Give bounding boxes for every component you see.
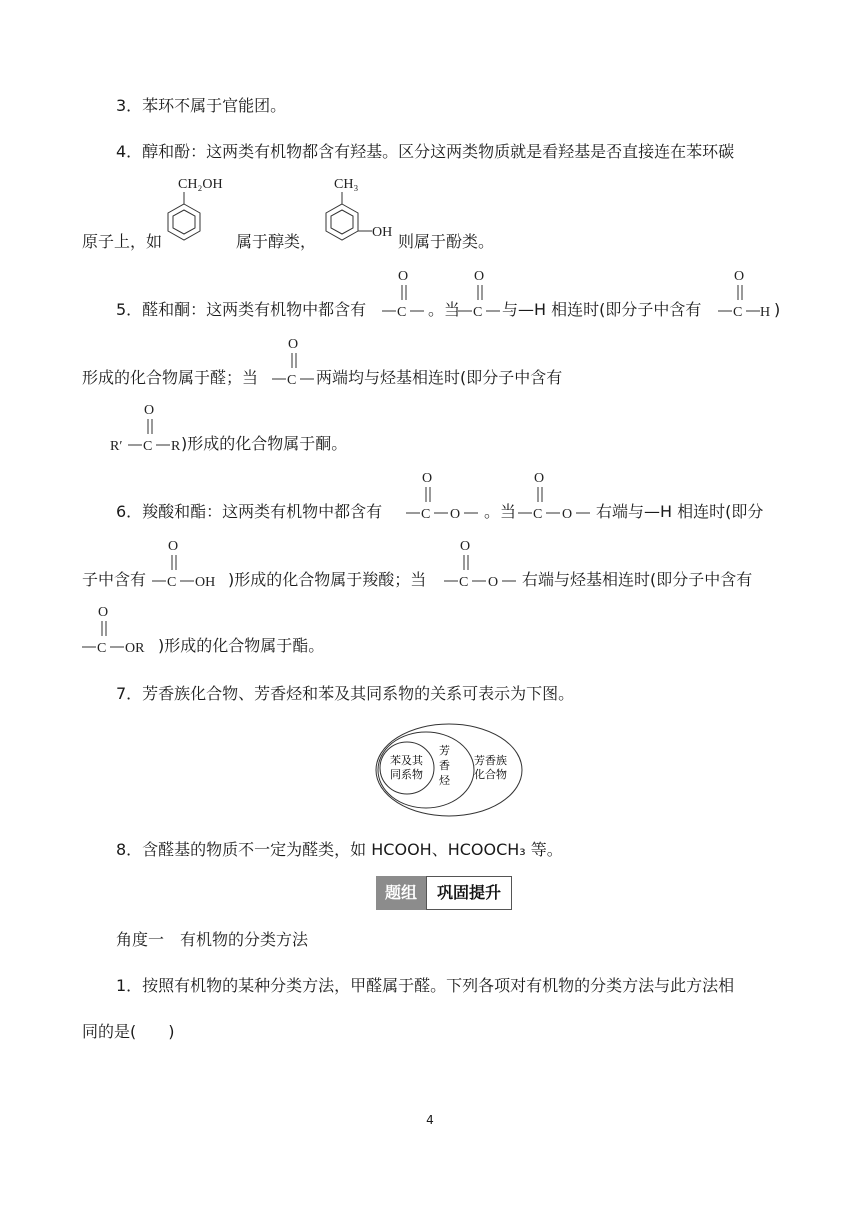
svg-text:C: C bbox=[533, 507, 543, 522]
venn-inner-line1: 苯及其 bbox=[390, 755, 423, 767]
item-4-line1: 4．醇和酚：这两类有机物都含有羟基。区分这两类物质就是看羟基是否直接连在苯环碳 bbox=[116, 142, 735, 161]
item-4-mid: 属于醇类， bbox=[236, 232, 317, 251]
aromatic-relationship-diagram bbox=[374, 722, 524, 818]
ketone-r: R bbox=[171, 439, 181, 454]
carbonyl-group-1 bbox=[382, 266, 426, 326]
item-5-line1-prefix: 5．醛和酮：这两类有机物中都含有 bbox=[116, 300, 367, 319]
venn-inner-line2: 同系物 bbox=[390, 769, 423, 781]
svg-text:C: C bbox=[733, 305, 743, 320]
svg-text:C: C bbox=[473, 305, 483, 320]
question-1-line2: 同的是( ) bbox=[82, 1022, 175, 1041]
oh-label: OH bbox=[372, 225, 393, 240]
ester-carboxyl-group-3 bbox=[444, 536, 524, 596]
item-5-line2-prefix: 形成的化合物属于醛；当 bbox=[82, 368, 259, 387]
carboxyl-oh: OH bbox=[195, 575, 216, 590]
svg-text:O: O bbox=[450, 507, 461, 522]
item-6-line3: )形成的化合物属于酯。 bbox=[158, 636, 325, 655]
item-8: 8．含醛基的物质不一定为醛类，如 HCOOH、HCOOCH₃ 等。 bbox=[116, 840, 563, 859]
venn-outer-line1: 芳香族 bbox=[474, 755, 507, 767]
item-4-suffix: 则属于酚类。 bbox=[398, 232, 495, 251]
svg-text:O: O bbox=[488, 575, 499, 590]
svg-text:O: O bbox=[734, 269, 745, 284]
svg-text:C: C bbox=[459, 575, 469, 590]
item-3: 3．苯环不属于官能团。 bbox=[116, 96, 287, 115]
ester-carboxyl-group-2 bbox=[518, 468, 598, 528]
venn-middle-1: 芳 bbox=[439, 745, 450, 757]
svg-text:O: O bbox=[460, 539, 471, 554]
ch3-label: CH₃ bbox=[334, 177, 359, 192]
aldehyde-group bbox=[718, 266, 774, 326]
page-number: 4 bbox=[426, 1113, 434, 1127]
carboxyl-group bbox=[152, 536, 232, 596]
ketone-rprime: R′ bbox=[110, 439, 123, 454]
carbonyl-o: O bbox=[398, 269, 409, 284]
svg-text:C: C bbox=[421, 507, 431, 522]
item-6-line2-prefix: 子中含有 bbox=[82, 570, 147, 589]
carbonyl-group-3 bbox=[272, 334, 316, 394]
carbonyl-group-2 bbox=[458, 266, 502, 326]
item-5-line1-mid2: 与—H 相连时(即分子中含有 bbox=[502, 300, 702, 319]
svg-text:O: O bbox=[534, 471, 545, 486]
svg-text:O: O bbox=[474, 269, 485, 284]
item-5-line2-suffix: 两端均与烃基相连时(即分子中含有 bbox=[316, 368, 563, 387]
svg-text:O: O bbox=[168, 539, 179, 554]
svg-text:O: O bbox=[98, 605, 109, 620]
tag-right: 巩固提升 bbox=[426, 876, 512, 910]
item-5-line1-end: ) bbox=[774, 300, 781, 319]
svg-text:C: C bbox=[167, 575, 177, 590]
section-heading: 角度一 有机物的分类方法 bbox=[116, 930, 309, 949]
exercise-group-tag bbox=[376, 876, 512, 910]
svg-text:O: O bbox=[562, 507, 573, 522]
venn-outer-line2: 化合物 bbox=[474, 769, 507, 781]
item-6-line2-mid2: 右端与烃基相连时(即分子中含有 bbox=[522, 570, 753, 589]
item-6-line1-mid1: 。当 bbox=[484, 502, 517, 521]
item-7: 7．芳香族化合物、芳香烃和苯及其同系物的关系可表示为下图。 bbox=[116, 684, 575, 703]
svg-text:O: O bbox=[288, 337, 299, 352]
venn-middle-2: 香 bbox=[439, 760, 450, 772]
carbonyl-c: C bbox=[397, 305, 407, 320]
venn-middle-3: 烃 bbox=[439, 775, 450, 787]
ketone-group bbox=[110, 400, 182, 460]
item-6-line1-prefix: 6．羧酸和酯：这两类有机物中都含有 bbox=[116, 502, 383, 521]
aldehyde-h: H bbox=[760, 305, 771, 320]
svg-text:C: C bbox=[143, 439, 153, 454]
ester-group bbox=[82, 602, 162, 662]
item-5-line3: )形成的化合物属于酮。 bbox=[181, 434, 348, 453]
svg-text:O: O bbox=[144, 403, 155, 418]
item-5-line1-mid1: 。当 bbox=[428, 300, 461, 319]
svg-text:C: C bbox=[97, 641, 107, 656]
ester-or: OR bbox=[125, 641, 145, 656]
item-6-line2-mid1: )形成的化合物属于羧酸；当 bbox=[228, 570, 427, 589]
svg-text:C: C bbox=[287, 373, 297, 388]
item-6-line1-mid2: 右端与—H 相连时(即分 bbox=[596, 502, 764, 521]
ch2oh-label: CH₂OH bbox=[178, 177, 223, 192]
svg-text:O: O bbox=[422, 471, 433, 486]
item-4-prefix: 原子上，如 bbox=[82, 232, 163, 251]
tag-left: 题组 bbox=[376, 876, 426, 910]
question-1-line1: 1．按照有机物的某种分类方法，甲醛属于醛。下列各项对有机物的分类方法与此方法相 bbox=[116, 976, 735, 995]
ester-carboxyl-group-1 bbox=[406, 468, 486, 528]
